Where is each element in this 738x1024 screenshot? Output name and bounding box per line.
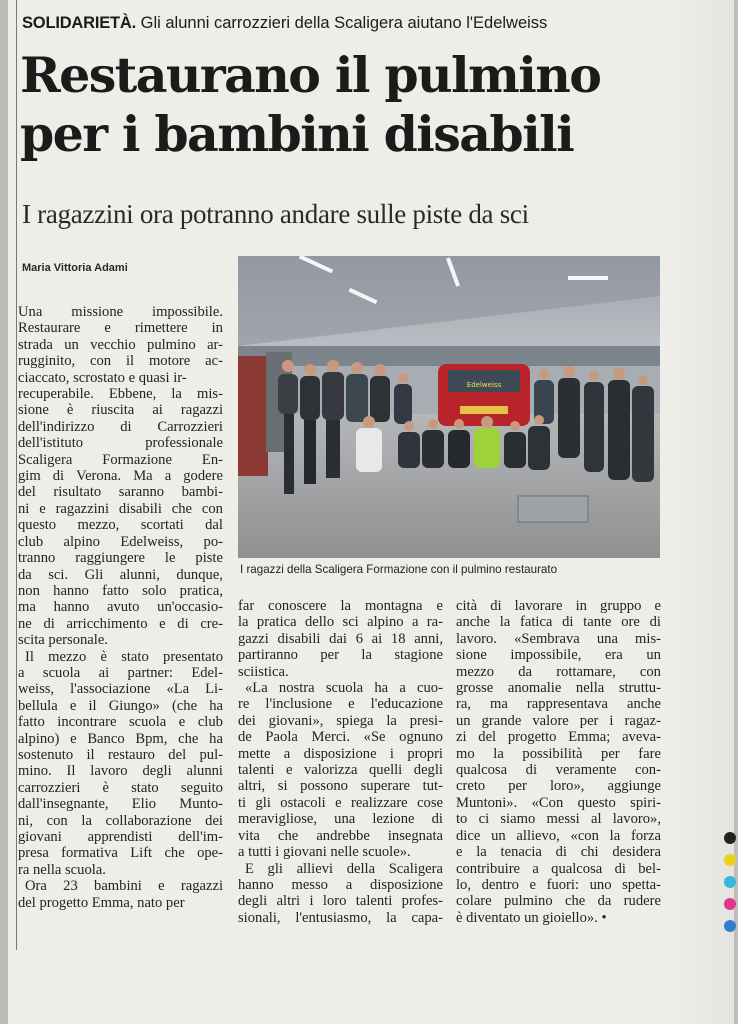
article-line: un grande valore per i ragaz- xyxy=(456,712,661,729)
article-line: questo mezzo, scortati dal xyxy=(18,517,223,534)
article-line: Il mezzo è stato presentato xyxy=(25,648,223,665)
article-line: E gli allievi della Scaligera xyxy=(245,860,443,877)
registration-dot-yellow xyxy=(724,854,736,866)
article-photo xyxy=(238,256,660,558)
kicker-label: SOLIDARIETÀ. xyxy=(22,14,137,32)
article-line: to ci siamo messi al lavoro», xyxy=(456,811,661,828)
article-line: del progetto Emma, nato per xyxy=(18,894,185,911)
article-line: colare pulmino che da rudere xyxy=(456,893,661,910)
article-line: dell'istituto professionale xyxy=(18,435,223,452)
van-text: Edelweiss xyxy=(466,381,502,389)
article-column-1 xyxy=(18,304,223,911)
article-line: mo la possibilità per fare xyxy=(456,745,661,762)
article-line: dice un allievo, «con la forza xyxy=(456,827,661,844)
article-line: fatto incontrare scuola e club xyxy=(18,714,223,731)
article-line: recuperabile. Ebbene, la mis- xyxy=(18,386,223,403)
article-line: ra nella scuola. xyxy=(18,861,106,878)
article-line: mette a disposizione i propri xyxy=(238,745,443,762)
article-line: vita che andrebbe insegnata xyxy=(238,827,443,844)
article-line: giovani apprendisti dell'im- xyxy=(18,829,223,845)
article-line: la pratica dello sci alpino a ra- xyxy=(238,614,443,631)
article-line: ciaccato, scrostato e quasi ir- xyxy=(18,369,187,386)
article-line: re l'inclusione e l'educazione xyxy=(238,696,443,713)
article-column-3 xyxy=(456,598,661,926)
byline: Maria Vittoria Adami xyxy=(22,262,128,274)
article-line: grosse anomalie nella struttu- xyxy=(456,680,661,697)
article-line: non hanno fatto solo pratica, xyxy=(18,582,223,599)
article-line: far conoscere la montagna e xyxy=(238,598,443,614)
article-line: gazzi disabili dai 6 ai 18 anni, xyxy=(238,630,443,647)
article-line: ni e ragazzini disabili che con xyxy=(18,500,223,517)
article-line: de Paola Merci. «Se ognuno xyxy=(238,729,443,746)
article-line: «La nostra scuola ha a cuo- xyxy=(245,680,443,697)
article-line: sionali, l'entusiasmo, la capa- xyxy=(238,909,443,926)
article-column-2 xyxy=(238,598,443,926)
article-line: a scuola ai partner: Edel- xyxy=(18,664,223,681)
article-line: Restaurare e rimettere in xyxy=(18,320,223,337)
article-line: sione impossibile, era un xyxy=(456,647,661,664)
article-line: zi del progetto Emma; aveva- xyxy=(456,729,661,746)
article-line: ti gli ostacoli e realizzare cose xyxy=(238,794,443,811)
article-line: cità di lavorare in gruppo e xyxy=(456,598,661,614)
article-line: sostenuto il restauro del pul- xyxy=(18,746,223,763)
article-line: partiranno per la stagione xyxy=(238,647,443,664)
article-line: club alpino Edelweiss, po- xyxy=(18,533,223,550)
article-line: rugginito, con il motore ac- xyxy=(18,353,223,370)
article-line: carrozzieri è stato seguito xyxy=(18,779,223,796)
photo-caption: I ragazzi della Scaligera Formazione con il pulmino restaurato xyxy=(240,563,558,576)
article-line: da sci. Gli alunni, dunque, xyxy=(18,566,223,583)
article-line: Muntoni». «Con questo spiri- xyxy=(456,794,661,811)
article-line: bellula e il Giungo» (che ha xyxy=(18,697,223,714)
article-line: è diventato un gioiello». • xyxy=(456,909,607,926)
article-line: altri, si possono superare tut- xyxy=(238,778,443,795)
article-line: Una missione impossibile. xyxy=(18,304,223,320)
headline xyxy=(20,46,600,164)
headline-line-1: Restaurano il pulmino xyxy=(20,46,601,104)
article-line: ma hanno avuto un'occasio- xyxy=(18,599,223,616)
article-line: ni, con la collaborazione dei xyxy=(18,812,223,829)
color-registration-marks xyxy=(724,832,736,942)
registration-dot-blue xyxy=(724,920,736,932)
article-line: Scaligera Formazione En- xyxy=(18,451,223,468)
article-line: creto per loro», aggiunge xyxy=(456,778,661,795)
article-line: strada un vecchio pulmino ar- xyxy=(18,336,223,353)
registration-dot-black xyxy=(724,832,736,844)
article-line: qualcosa di veramente con- xyxy=(456,762,661,779)
article-line: tranno raggiungere le piste xyxy=(18,550,223,567)
article-line: dall'insegnante, Elio Munto- xyxy=(18,796,223,813)
article-line: ne di arricchimento e di cre- xyxy=(18,615,223,632)
article-line: del risultato saranno bambi- xyxy=(18,484,223,501)
headline-line-2: per i bambini disabili xyxy=(20,105,574,163)
article-line: hanno messo a disposizione xyxy=(238,876,443,893)
photo-illustration xyxy=(238,256,660,558)
article-line: weiss, l'associazione «La Li- xyxy=(18,681,223,698)
registration-dot-magenta xyxy=(724,898,736,910)
article-line: e la tenacia di chi desidera xyxy=(456,844,661,861)
article-line: alpino) e Banco Bpm, che ha xyxy=(18,730,223,747)
article-line: lo, dentro e fuori: uno spetta- xyxy=(456,876,661,893)
article-line: dell'indirizzo di Carrozzieri xyxy=(18,418,223,435)
kicker xyxy=(22,14,547,33)
article-line: dei giovani», spiega la presi- xyxy=(238,712,443,729)
article-line: ra, ma rappresentava anche xyxy=(456,696,661,713)
article-line: talenti e valorizza quelli degli xyxy=(238,762,443,779)
article-line: mino. Il lavoro degli alunni xyxy=(18,763,223,780)
article-line: presa formativa Lift che ope- xyxy=(18,845,223,862)
article-line: contribuire a qualcosa di bel- xyxy=(456,860,661,877)
article-line: scita personale. xyxy=(18,632,108,649)
article-line: anche la fatica di tante ore di xyxy=(456,614,661,631)
article-line: sione è riuscita ai ragazzi xyxy=(18,402,223,419)
subheadline: I ragazzini ora potranno andare sulle piste da sci xyxy=(22,199,529,229)
article-line: gim di Verona. Ma a godere xyxy=(18,468,223,485)
registration-dot-cyan xyxy=(724,876,736,888)
article-line: a tutti i giovani nelle scuole». xyxy=(238,844,411,861)
article-line: degli altri i loro talenti profes- xyxy=(238,893,443,910)
article-line: Ora 23 bambini e ragazzi xyxy=(25,878,223,895)
article-line: sciistica. xyxy=(238,663,289,680)
article-line: meravigliose, una lezione di xyxy=(238,811,443,828)
article-line: lavoro. «Sembrava una mis- xyxy=(456,630,661,647)
column-rule xyxy=(16,0,17,950)
kicker-text: Gli alunni carrozzieri della Scaligera aiutano l'Edelweiss xyxy=(140,14,548,32)
article-line: mezzo da rottamare, con xyxy=(456,663,661,680)
